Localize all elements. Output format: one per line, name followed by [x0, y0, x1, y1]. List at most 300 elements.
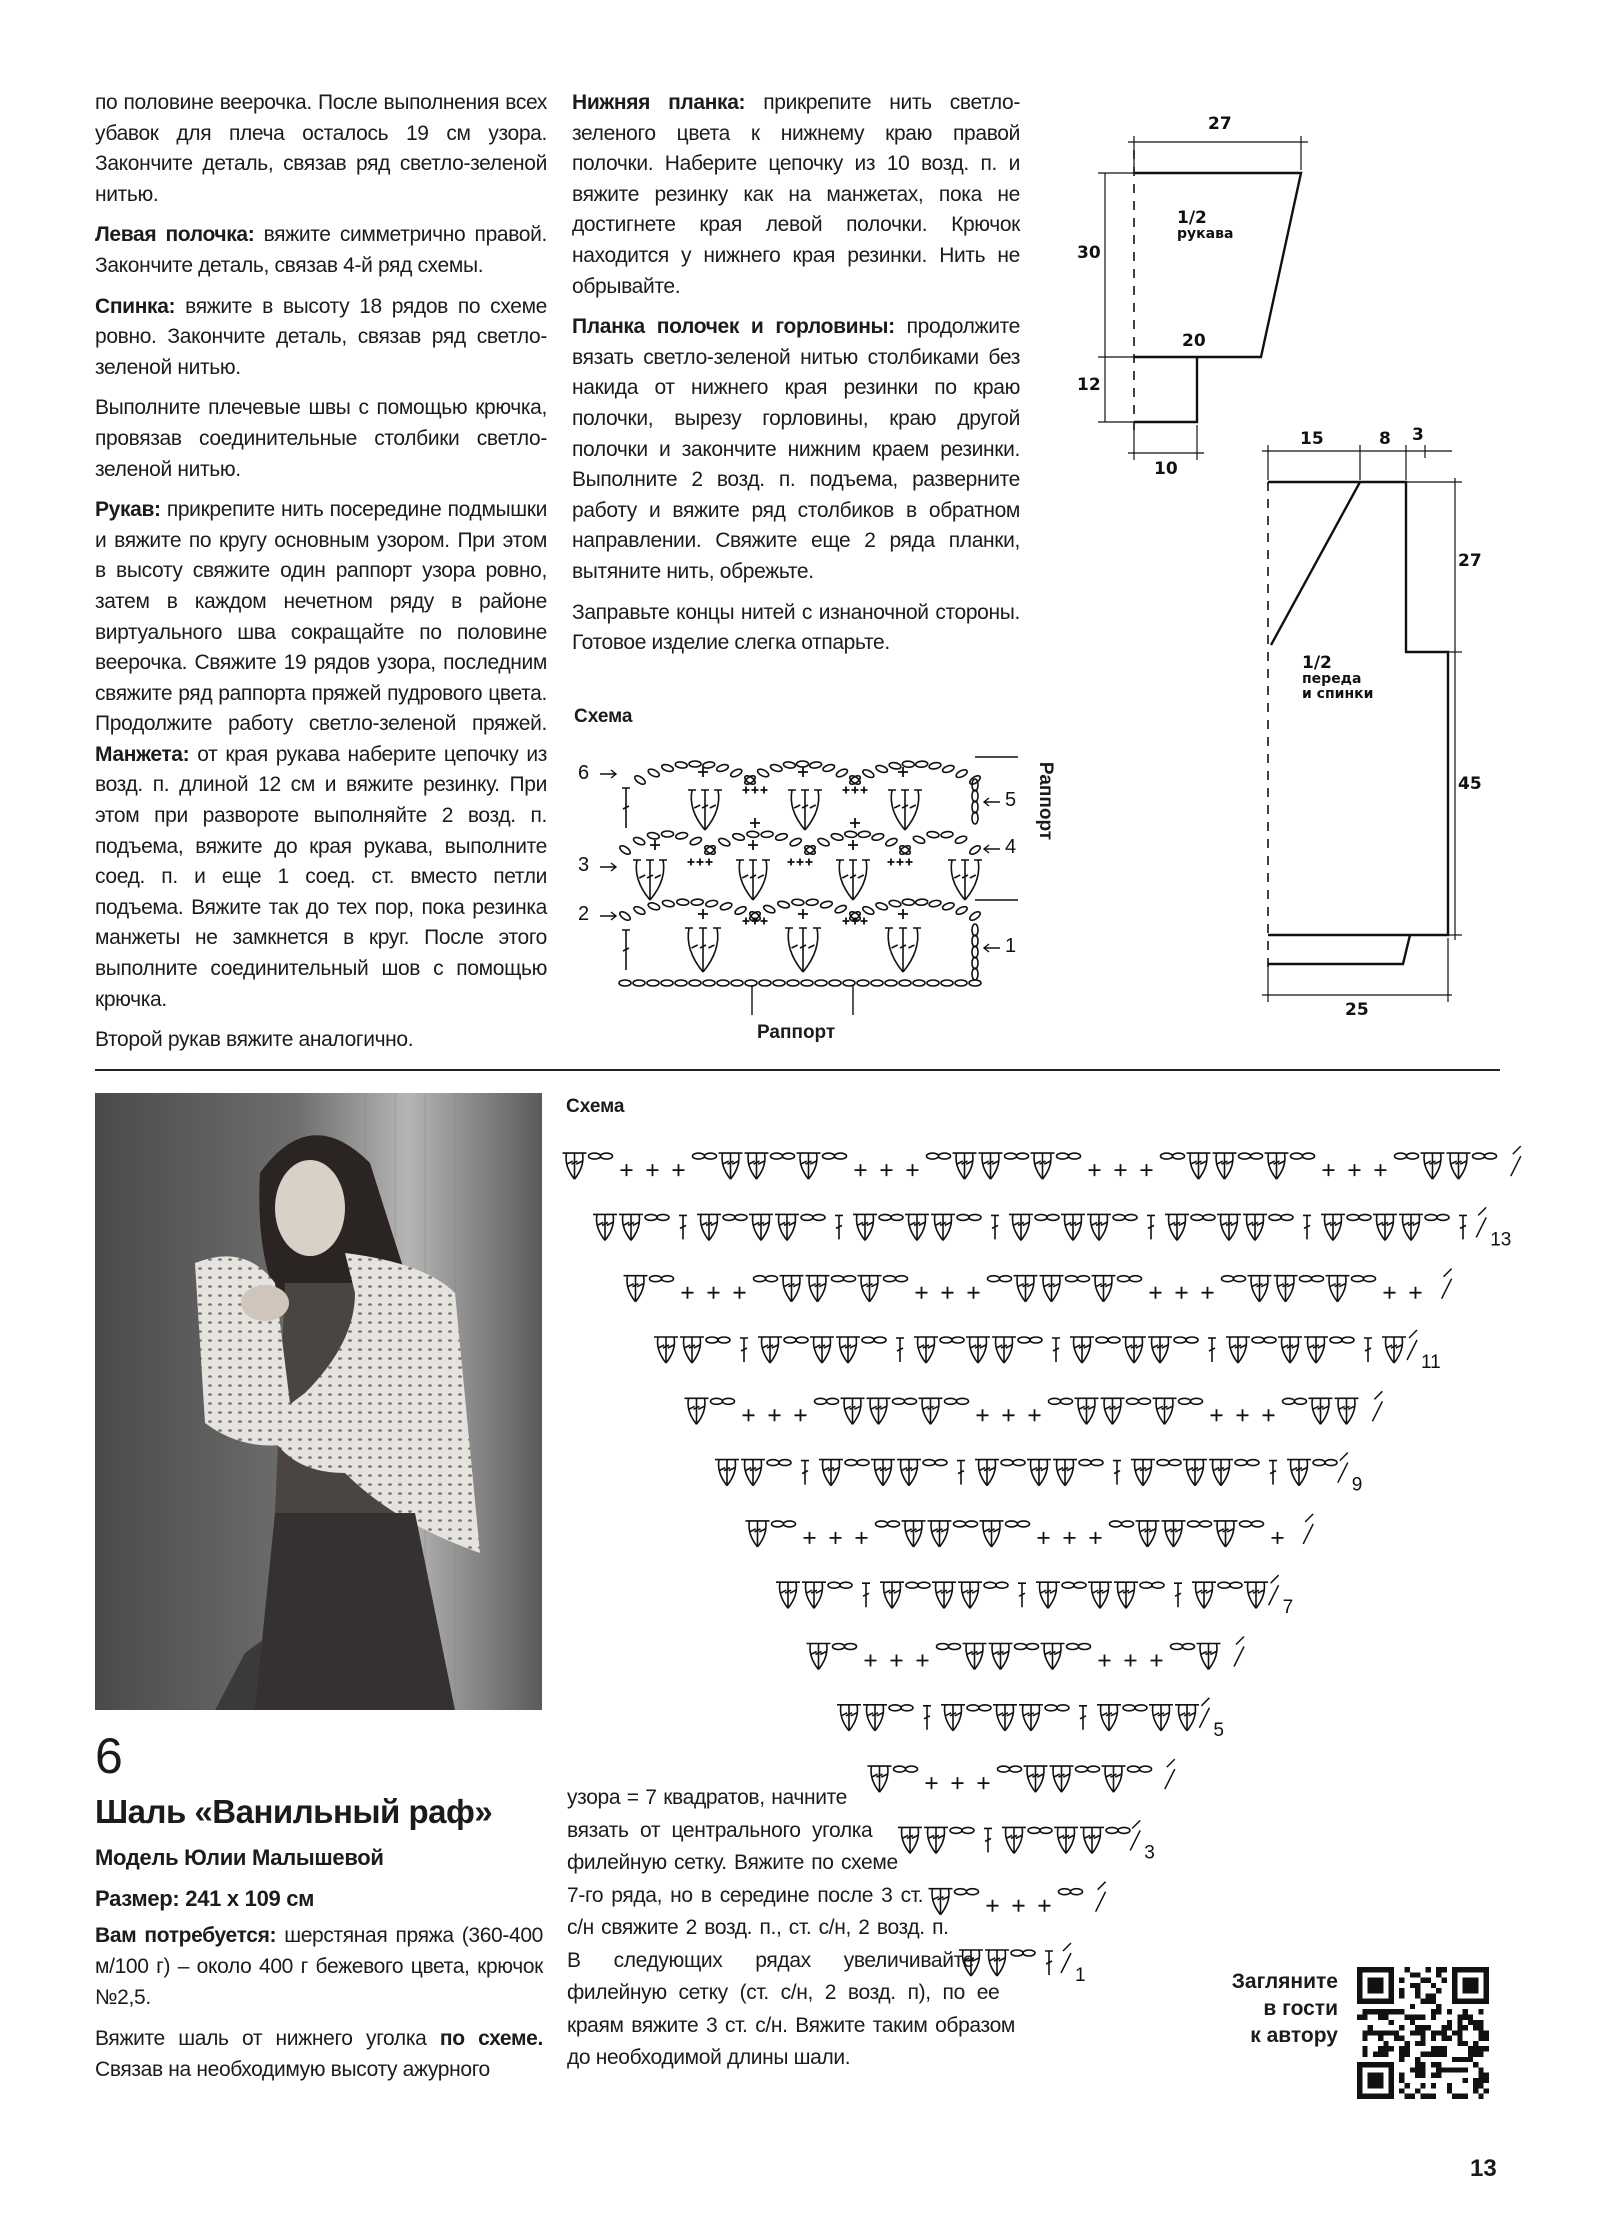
chain-stitch-symbol: [988, 1276, 1000, 1282]
chain-stitch-symbol: [705, 1153, 717, 1159]
fan-stitch-symbol: [958, 1582, 982, 1608]
chain-stitch-symbol: [884, 1276, 896, 1282]
qr-module: [1362, 2051, 1367, 2056]
chain-stitch-symbol: [1171, 1644, 1183, 1650]
fan-stitch-symbol: [1183, 1460, 1207, 1486]
fan-stitch-symbol: [1031, 1153, 1055, 1179]
qr-module: [1478, 2094, 1483, 2099]
fan-stitch-symbol: [1075, 1398, 1099, 1424]
paragraph-text: продолжите вязать светло-зеленой нитью столбиками без накида от нижнего края резинки по краю полочки, вырезу горловины, краю другой полочки и закончите нижним краем резинки. Выполните 2 возд. п. подъема, разверните работу и вяжите ряд столбиков в обратном направлении. Свяжите еще 2 ряда планки, вытяните нить, обрежьте.: [572, 315, 1020, 583]
qr-module: [1452, 2057, 1457, 2062]
qr-module: [1394, 2036, 1399, 2041]
chain-stitch-symbol: [1269, 1214, 1281, 1220]
chain-stitch-symbol: [998, 1766, 1010, 1772]
qr-module: [1405, 2015, 1410, 2020]
fan-stitch-symbol: [966, 1337, 990, 1363]
fan-stitch-symbol: [1027, 1460, 1051, 1486]
chain-stitch-symbol: [1106, 1827, 1118, 1833]
fan-stitch-symbol: [741, 1460, 765, 1486]
single-crochet-symbol: [926, 1777, 938, 1789]
fan-stitch-symbol: [924, 1827, 948, 1853]
qr-module: [1373, 2051, 1378, 2056]
chart-row-14: [563, 1146, 1521, 1179]
qr-module: [1441, 2067, 1446, 2072]
chain-stitch-symbol: [1234, 1276, 1246, 1282]
qr-module: [1447, 2067, 1452, 2072]
fan-stitch-symbol: [680, 1337, 704, 1363]
fan-stitch-symbol: [1278, 1337, 1302, 1363]
qr-module: [1399, 2078, 1404, 2083]
qr-module: [1420, 2073, 1425, 2078]
fan-stitch-symbol: [1009, 1214, 1033, 1240]
row-end-stitch-symbol: [1442, 1269, 1452, 1299]
qr-module: [1415, 2062, 1420, 2067]
single-crochet-symbol: [1038, 1532, 1050, 1544]
fan-stitch-symbol: [1304, 1337, 1328, 1363]
chain-stitch-symbol: [771, 1153, 783, 1159]
qr-module: [1415, 2015, 1420, 2020]
chain-stitch-symbol: [1230, 1582, 1242, 1588]
qr-caption-line: в гости: [1263, 1997, 1338, 2020]
chain-stitch-symbol: [1191, 1214, 1203, 1220]
chain-stitch-symbol: [1118, 1827, 1130, 1833]
paragraph-text: вяжите симметрично правой. Закончите деталь, связав 4-й ряд схемы.: [95, 223, 547, 277]
chain-stitch-symbol: [1140, 1766, 1152, 1772]
fan-stitch-symbol: [1335, 1398, 1359, 1424]
qr-module: [1478, 2020, 1483, 2025]
chain-stitch-symbol: [1079, 1644, 1091, 1650]
chain-stitch-symbol: [1035, 1214, 1047, 1220]
chain-stitch-symbol: [1291, 1153, 1303, 1159]
chain-stitch-symbol: [888, 1521, 900, 1527]
chain-stitch-symbol: [1057, 1153, 1069, 1159]
chain-stitch-symbol: [967, 1889, 979, 1895]
qr-module: [1378, 2036, 1383, 2041]
double-crochet-symbol: [835, 1215, 843, 1239]
qr-module: [1399, 2057, 1404, 2062]
fan-stitch-symbol: [858, 1276, 882, 1302]
paragraph-text: по половине веерочка. После выполнения всех убавок для плеча осталось 19 см узора. Закончите деталь, связав ряд светло-зеленой нитью.: [95, 91, 547, 206]
single-crochet-symbol: [1263, 1409, 1275, 1421]
chain-stitch-symbol: [1061, 1398, 1073, 1404]
qr-module: [1463, 2094, 1468, 2099]
fan-stitch-symbol: [841, 1398, 865, 1424]
fan-stitch-symbol: [1088, 1582, 1112, 1608]
fan-stitch-symbol: [928, 1521, 952, 1547]
qr-code[interactable]: [1357, 1967, 1489, 2099]
single-crochet-symbol: [621, 1164, 633, 1176]
chain-stitch-symbol: [601, 1153, 613, 1159]
qr-module: [1484, 2036, 1489, 2041]
project-size: Размер: 241 x 109 см: [95, 1886, 315, 1911]
double-crochet-symbol: [801, 1461, 809, 1485]
single-crochet-symbol: [804, 1532, 816, 1544]
chain-stitch-symbol: [1006, 1521, 1018, 1527]
fan-stitch-symbol: [719, 1153, 743, 1179]
single-crochet-symbol: [942, 1287, 954, 1299]
qr-finder-pattern: [1463, 1978, 1479, 1994]
qr-module: [1463, 2025, 1468, 2030]
fan-stitch-symbol: [1162, 1521, 1186, 1547]
fan-stitch-symbol: [775, 1214, 799, 1240]
chain-stitch-symbol: [891, 1214, 903, 1220]
chain-stitch-symbol: [927, 1153, 939, 1159]
chain-stitch-symbol: [952, 1337, 964, 1343]
double-crochet-symbol: [1045, 1951, 1053, 1975]
row-label-3: 3: [578, 854, 590, 876]
chain-stitch-symbol: [693, 1153, 705, 1159]
chain-stitch-symbol: [650, 1276, 662, 1282]
chain-stitch-symbol: [1300, 1276, 1312, 1282]
qr-module: [1457, 2020, 1462, 2025]
qr-module: [1431, 2073, 1436, 2078]
qr-module: [1441, 2036, 1446, 2041]
chain-stitch-symbol: [754, 1276, 766, 1282]
row-number-label: 1: [1075, 1965, 1086, 1986]
row-number-label: 7: [1282, 1597, 1294, 1619]
fan-stitch-symbol: [806, 1276, 830, 1302]
chain-stitch-symbol: [1264, 1337, 1276, 1343]
chain-stitch-symbol: [1059, 1889, 1071, 1895]
shoulder-width: 8: [1379, 429, 1391, 449]
qr-module: [1457, 2030, 1462, 2035]
qr-module: [1457, 2057, 1462, 2062]
chain-stitch-symbol: [1139, 1398, 1151, 1404]
qr-module: [1431, 1993, 1436, 1998]
chain-stitch-symbol: [957, 1398, 969, 1404]
chain-stitch-symbol: [979, 1705, 991, 1711]
single-crochet-symbol: [856, 1532, 868, 1544]
chain-stitch-symbol: [1485, 1153, 1497, 1159]
qr-module: [1378, 2051, 1383, 2056]
fan-stitch-symbol: [1101, 1398, 1125, 1424]
single-crochet-symbol: [907, 1164, 919, 1176]
qr-module: [1405, 2046, 1410, 2051]
chain-stitch-symbol: [1191, 1398, 1203, 1404]
chain-stitch-symbol: [1240, 1521, 1252, 1527]
chain-stitch-symbol: [1407, 1153, 1419, 1159]
fan-stitch-symbol: [1187, 1153, 1211, 1179]
chain-stitch-symbol: [784, 1521, 796, 1527]
chain-stitch-symbol: [879, 1214, 891, 1220]
fan-stitch-symbol: [836, 1337, 860, 1363]
chain-stitch-symbol: [1127, 1398, 1139, 1404]
qr-module: [1368, 2030, 1373, 2035]
chain-stitch-symbol: [1062, 1582, 1074, 1588]
qr-module: [1431, 2062, 1436, 2067]
chain-stitch-symbol: [1001, 1460, 1013, 1466]
sleeve-fraction: 1/2: [1177, 208, 1207, 228]
qr-module: [1378, 2046, 1383, 2051]
fan-stitch-symbol: [1214, 1521, 1238, 1547]
chain-stitch-symbol: [1047, 1214, 1059, 1220]
chain-stitch-symbol: [772, 1521, 784, 1527]
qr-module: [1436, 1988, 1441, 1993]
qr-module: [1473, 2083, 1478, 2088]
chain-stitch-symbol: [896, 1276, 908, 1282]
qr-module: [1415, 2030, 1420, 2035]
fan-stitch-symbol: [871, 1460, 895, 1486]
qr-module: [1452, 2094, 1457, 2099]
single-crochet-symbol: [830, 1532, 842, 1544]
chain-stitch-symbol: [1045, 1705, 1057, 1711]
fan-stitch-symbol: [1053, 1460, 1077, 1486]
chain-stitch-symbol: [1018, 1337, 1030, 1343]
row-end-stitch-symbol: [1269, 1575, 1279, 1605]
fan-stitch-symbol: [1321, 1214, 1345, 1240]
qr-module: [1420, 2067, 1425, 2072]
chain-stitch-symbol: [1118, 1276, 1130, 1282]
qr-module: [1431, 1999, 1436, 2004]
paragraph-text: узора = 7 квадратов, начните вязать от центрального уголка филейную сетку. Вяжите по схеме 7-го ряда, но в середине после 3 ст. с/н свяжите 2 возд. п., ст. с/н, 2 возд. п. В следующих рядах увеличивайте филейную сетку (ст. с/н, 2 возд. п), по ее краям вяжите 3 ст. с/н. Вяжите таким образом до необходимой длины шали.: [567, 1786, 1015, 2069]
qr-module: [1415, 2057, 1420, 2062]
qr-module: [1420, 2015, 1425, 2020]
single-crochet-symbol: [682, 1287, 694, 1299]
qr-module: [1436, 2046, 1441, 2051]
chain-stitch-symbol: [657, 1214, 669, 1220]
qr-module: [1431, 2094, 1436, 2099]
qr-finder-pattern: [1368, 2073, 1384, 2089]
qr-module: [1410, 2015, 1415, 2020]
double-crochet-symbol: [1364, 1338, 1372, 1362]
fan-stitch-symbol: [1213, 1153, 1237, 1179]
chart-row-8: [746, 1514, 1314, 1547]
fan-stitch-symbol: [807, 1644, 831, 1670]
chart-row-3: [898, 1820, 1140, 1853]
row-label-4: 4: [1005, 836, 1017, 858]
single-crochet-symbol: [1202, 1287, 1214, 1299]
qr-module: [1426, 1967, 1431, 1972]
fan-stitch-symbol: [715, 1460, 739, 1486]
section-lead: Рукав:: [95, 498, 161, 522]
chain-stitch-symbol: [1161, 1153, 1173, 1159]
chain-stitch-symbol: [1066, 1276, 1078, 1282]
double-crochet-symbol: [1079, 1706, 1087, 1730]
chain-stitch-symbol: [1030, 1337, 1042, 1343]
single-crochet-symbol: [865, 1655, 877, 1667]
fan-stitch-symbol: [1165, 1214, 1189, 1240]
chain-stitch-symbol: [962, 1827, 974, 1833]
fan-stitch-symbol: [980, 1521, 1004, 1547]
single-crochet-symbol: [795, 1409, 807, 1421]
chain-stitch-symbol: [779, 1460, 791, 1466]
fan-stitch-symbol: [1019, 1705, 1043, 1731]
section-lead: Вам потребуется:: [95, 1924, 277, 1947]
qr-module: [1362, 2036, 1367, 2041]
chain-stitch-symbol: [835, 1153, 847, 1159]
qr-module: [1426, 2051, 1431, 2056]
single-crochet-symbol: [855, 1164, 867, 1176]
fan-stitch-symbol: [1136, 1521, 1160, 1547]
qr-module: [1436, 2030, 1441, 2035]
qr-module: [1457, 2041, 1462, 2046]
qr-module: [1410, 2094, 1415, 2099]
chain-stitch-symbol: [833, 1644, 845, 1650]
qr-module: [1415, 1972, 1420, 1977]
fan-stitch-symbol: [697, 1214, 721, 1240]
paragraph-text: прикрепите нить посередине подмышки и вяжите по кругу основным узором. При этом в высоту свяжите один раппорт узора ровно, затем в каждом нечетном ряду в районе виртуального шва сокращайте по половине веерочка. Свяжите 19 рядов узора, последним свяжите ряд раппорта пряжей пудрового цвета. Продолжите работу светло-зеленой пряжей.: [95, 498, 547, 736]
fan-stitch-symbol: [932, 1582, 956, 1608]
chain-stitch-symbol: [1017, 1153, 1029, 1159]
qr-module: [1457, 2025, 1462, 2030]
chain-stitch-symbol: [950, 1827, 962, 1833]
chain-stitch-symbol: [1312, 1276, 1324, 1282]
qr-module: [1457, 2036, 1462, 2041]
fan-stitch-symbol: [863, 1705, 887, 1731]
chain-stitch-symbol: [1130, 1276, 1142, 1282]
qr-module: [1473, 2088, 1478, 2093]
chain-stitch-symbol: [1028, 1827, 1040, 1833]
fan-stitch-symbol: [1192, 1582, 1216, 1608]
qr-module: [1399, 2009, 1404, 2014]
chain-stitch-symbol: [940, 1337, 952, 1343]
row-end-stitch-symbol: [1061, 1943, 1071, 1973]
qr-module: [1436, 2051, 1441, 2056]
fan-stitch-symbol: [1248, 1276, 1272, 1302]
qr-module: [1389, 2020, 1394, 2025]
row-end-stitch-symbol: [1234, 1637, 1244, 1667]
chain-stitch-symbol: [1096, 1337, 1108, 1343]
chart-row-4: [868, 1759, 1175, 1792]
qr-module: [1426, 1999, 1431, 2004]
schema-title: Схема: [574, 706, 633, 727]
fan-stitch-symbol: [953, 1153, 977, 1179]
chain-stitch-symbol: [984, 1582, 996, 1588]
chain-stitch-symbol: [723, 1398, 735, 1404]
qr-module: [1468, 2051, 1473, 2056]
chain-stitch-symbol: [1015, 1644, 1027, 1650]
chain-stitch-symbol: [723, 1214, 735, 1220]
chain-stitch-symbol: [1011, 1950, 1023, 1956]
qr-module: [1447, 2036, 1452, 2041]
qr-module: [1452, 2067, 1457, 2072]
chain-stitch-symbol: [954, 1521, 966, 1527]
chart-row-11: [654, 1330, 1417, 1363]
qr-module: [1368, 2009, 1373, 2014]
fan-stitch-symbol: [1054, 1827, 1078, 1853]
chain-stitch-symbol: [876, 1521, 888, 1527]
paragraph-text: шерстяная пряжа (360-400 м/100 г) – около 400 г бежевого цвета, крючок №2,5.: [95, 1924, 543, 2009]
chain-stitch-symbol: [828, 1582, 840, 1588]
chain-stitch-symbol: [1203, 1214, 1215, 1220]
qr-module: [1431, 2009, 1436, 2014]
qr-module: [1436, 2004, 1441, 2009]
single-crochet-symbol: [1323, 1164, 1335, 1176]
row-end-stitch-symbol: [1338, 1453, 1348, 1483]
double-crochet-symbol: [1174, 1583, 1182, 1607]
sleeve-bottom-width: 20: [1182, 331, 1206, 351]
qr-module: [1420, 1978, 1425, 1983]
chain-stitch-symbol: [1200, 1521, 1212, 1527]
chain-stitch-symbol: [1473, 1153, 1485, 1159]
qr-module: [1415, 2041, 1420, 2046]
fan-stitch-symbol: [1122, 1337, 1146, 1363]
chain-stitch-symbol: [815, 1398, 827, 1404]
chain-stitch-symbol: [1239, 1153, 1251, 1159]
neck-width: 15: [1300, 429, 1324, 449]
chain-stitch-symbol: [937, 1644, 949, 1650]
repeat-label-vertical: Раппорт: [1035, 761, 1056, 841]
qr-module: [1378, 2030, 1383, 2035]
chain-stitch-symbol: [1078, 1276, 1090, 1282]
single-crochet-symbol: [647, 1164, 659, 1176]
cuff-width: 10: [1154, 459, 1178, 479]
fan-stitch-symbol: [1326, 1276, 1350, 1302]
qr-module: [1394, 2030, 1399, 2035]
row-label-5: 5: [1005, 789, 1017, 811]
qr-module: [1436, 2067, 1441, 2072]
qr-module: [1415, 1993, 1420, 1998]
single-crochet-symbol: [1410, 1287, 1422, 1299]
chain-stitch-symbol: [801, 1214, 813, 1220]
chain-stitch-symbol: [1359, 1214, 1371, 1220]
single-crochet-symbol: [1150, 1287, 1162, 1299]
qr-module: [1478, 2046, 1483, 2051]
fan-stitch-symbol: [593, 1214, 617, 1240]
sleeve-name: рукава: [1177, 226, 1234, 242]
qr-module: [1420, 2041, 1425, 2046]
single-crochet-symbol: [987, 1900, 999, 1912]
qr-module: [1478, 2073, 1483, 2078]
chain-stitch-symbol: [796, 1337, 808, 1343]
qr-module: [1473, 2046, 1478, 2051]
qr-module: [1399, 1978, 1404, 1983]
qr-module: [1484, 2088, 1489, 2093]
double-crochet-symbol: [957, 1461, 965, 1485]
qr-module: [1457, 2015, 1462, 2020]
qr-module: [1426, 2025, 1431, 2030]
chain-stitch-symbol: [1281, 1214, 1293, 1220]
qr-module: [1399, 1993, 1404, 1998]
single-crochet-symbol: [1349, 1164, 1361, 1176]
chain-stitch-symbol: [1347, 1214, 1359, 1220]
fan-stitch-symbol: [1399, 1214, 1423, 1240]
qr-module: [1441, 1978, 1446, 1983]
chart-row-7: [776, 1575, 1279, 1608]
single-crochet-symbol: [1176, 1287, 1188, 1299]
chain-stitch-symbol: [905, 1398, 917, 1404]
single-crochet-symbol: [673, 1164, 685, 1176]
fan-stitch-symbol: [1087, 1214, 1111, 1240]
chart-row-12: [624, 1269, 1452, 1302]
fan-stitch-symbol: [867, 1398, 891, 1424]
fan-stitch-symbol: [1226, 1337, 1250, 1363]
chain-stitch-symbol: [1135, 1705, 1147, 1711]
fan-stitch-symbol: [802, 1582, 826, 1608]
fan-stitch-symbol: [902, 1521, 926, 1547]
qr-module: [1436, 2073, 1441, 2078]
qr-module: [1431, 1983, 1436, 1988]
qr-module: [1399, 2073, 1404, 2078]
fan-stitch-symbol: [868, 1766, 892, 1792]
chain-stitch-symbol: [844, 1276, 856, 1282]
single-crochet-symbol: [1151, 1655, 1163, 1667]
fan-stitch-symbol: [959, 1950, 983, 1976]
single-crochet-symbol: [1211, 1409, 1223, 1421]
chain-stitch-symbol: [1222, 1276, 1234, 1282]
chain-stitch-symbol: [1169, 1460, 1181, 1466]
fan-stitch-symbol: [989, 1644, 1013, 1670]
chain-stitch-symbol: [945, 1398, 957, 1404]
single-crochet-symbol: [891, 1655, 903, 1667]
qr-caption: [1200, 1968, 1338, 2049]
fan-stitch-symbol: [780, 1276, 804, 1302]
fan-stitch-symbol: [941, 1705, 965, 1731]
qr-module: [1468, 2046, 1473, 2051]
project-title: Шаль «Ванильный раф»: [95, 1793, 493, 1830]
qr-module: [1478, 2051, 1483, 2056]
qr-module: [1431, 2015, 1436, 2020]
